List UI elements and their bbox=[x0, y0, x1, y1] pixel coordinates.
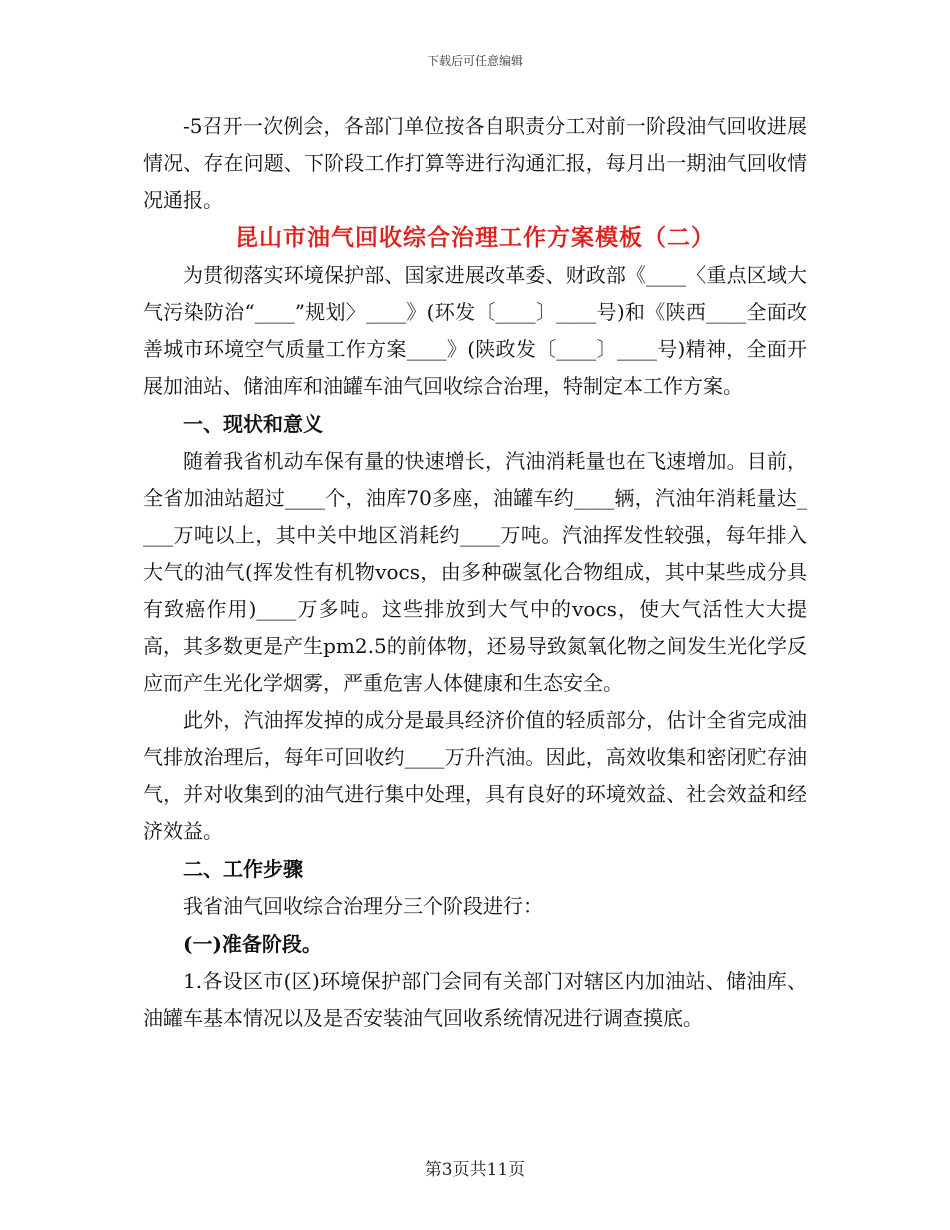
heading-work-steps: 二、工作步骤 bbox=[183, 857, 303, 881]
heading-status-significance: 一、现状和意义 bbox=[183, 412, 323, 436]
paragraph-continued: -5召开一次例会，各部门单位按各自职责分工对前一阶段油气回收进展情况、存在问题、下阶段工作打算等进行沟通汇报，每月出一期油气回收情况通报。 bbox=[143, 114, 807, 212]
page-number: 第3页共11页 bbox=[424, 1160, 526, 1180]
section-title: 昆山市油气回收综合治理工作方案模板（二） bbox=[235, 224, 715, 251]
paragraph-survey: 1.各设区市(区)环境保护部门会同有关部门对辖区内加油站、储油库、油罐车基本情况以及是否安装油气回收系统情况进行调查摸底。 bbox=[143, 969, 807, 1030]
paragraph-benefits: 此外，汽油挥发掉的成分是最具经济价值的轻质部分，估计全省完成油气排放治理后，每年可回收约____万升汽油。因此，高效收集和密闭贮存油气，并对收集到的油气进行集中处理，具有良好的环境效益、社会效益和经济效益。 bbox=[143, 708, 807, 843]
paragraph-intro: 为贯彻落实环境保护部、国家进展改革委、财政部《____〈重点区域大气污染防治“____”规划〉____》(环发〔____〕____号)和《陕西____全面改善城市环境空气质量工作方案____》(陕政发〔____〕____号)精神，全面开展加油站、储油库和油罐车油气回收综合治理，特制定本工作方案。 bbox=[143, 263, 807, 398]
header-note: 下载后可任意编辑 bbox=[426, 54, 523, 68]
heading-preparation-phase: (一)准备阶段。 bbox=[183, 932, 322, 956]
paragraph-status: 随着我省机动车保有量的快速增长，汽油消耗量也在飞速增加。目前，全省加油站超过____个，油库70多座，油罐车约____辆，汽油年消耗量达____万吨以上，其中关中地区消耗约____万吨。汽油挥发性较强，每年排入大气的油气(挥发性有机物vocs，由多种碳氢化合物组成，其中某些成分具有致癌作用)____万多吨。这些排放到大气中的vocs，使大气活性大大提高，其多数更是产生pm2.5的前体物，还易导致氮氧化物之间发生光化学反应而产生光化学烟雾，严重危害人体健康和生态安全。 bbox=[143, 449, 807, 695]
document-body bbox=[143, 108, 807, 1037]
paragraph-phases: 我省油气回收综合治理分三个阶段进行： bbox=[183, 894, 543, 918]
